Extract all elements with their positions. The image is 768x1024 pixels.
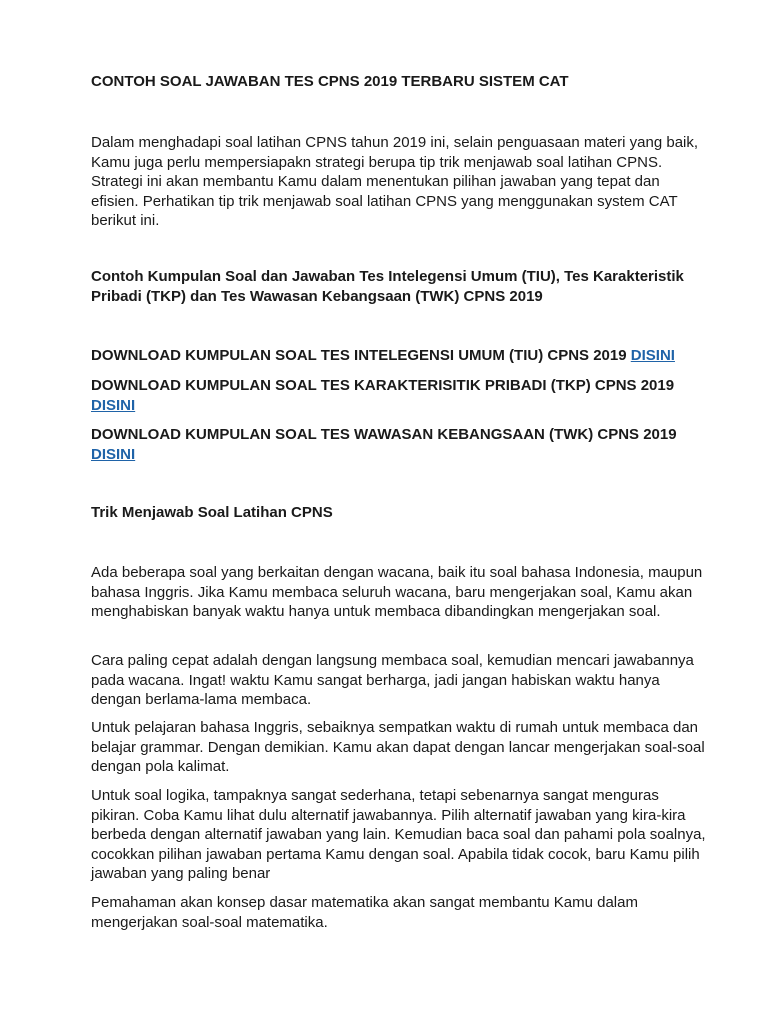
document-title: CONTOH SOAL JAWABAN TES CPNS 2019 TERBARU SISTEM CAT (91, 73, 569, 90)
paragraph-matematika: Pemahaman akan konsep dasar matematika akan sangat membantu Kamu dalam mengerjakan soal-soal matematika. (91, 894, 638, 931)
download-tkp-line (91, 376, 711, 415)
download-twk-text: DOWNLOAD KUMPULAN SOAL TES WAWASAN KEBANGSAAN (TWK) CPNS 2019 (91, 426, 677, 443)
paragraph-bahasa-inggris: Untuk pelajaran bahasa Inggris, sebaiknya sempatkan waktu di rumah untuk membaca dan belajar grammar. Dengan demikian. Kamu akan dapat dengan lancar mengerjakan soal-soal dengan pola kalimat. (91, 719, 705, 775)
paragraph-logika: Untuk soal logika, tampaknya sangat sederhana, tetapi sebenarnya sangat menguras pikiran. Coba Kamu lihat dulu alternatif jawabannya. Pilih alternatif jawaban yang kira-kira berbeda dengan alternatif jawaban yang lain. Kemudian baca soal dan pahami pola soalnya, cocokkan pilihan jawaban pertama Kamu dengan soal. Apabila tidak cocok, baru Kamu pilih jawaban yang paling benar (91, 787, 706, 882)
intro-paragraph: Dalam menghadapi soal latihan CPNS tahun 2019 ini, selain penguasaan materi yang baik, Kamu juga perlu mempersiapakn strategi berupa tip trik menjawab soal latihan CPNS. Strategi ini akan membantu Kamu dalam menentukan pilihan jawaban yang tepat dan efisien. Perhatikan tip trik menjawab soal latihan CPNS yang menggunakan system CAT berikut ini. (91, 134, 699, 229)
download-tiu-line (91, 346, 711, 366)
download-tiu-link[interactable]: DISINI (630, 347, 675, 364)
download-tkp-link[interactable]: DISINI (91, 396, 136, 414)
paragraph-wacana: Ada beberapa soal yang berkaitan dengan wacana, baik itu soal bahasa Indonesia, maupun bahasa Inggris. Jika Kamu membaca seluruh wacana, baru mengerjakan soal, Kamu akan menghabiskan banyak waktu hanya untuk membaca dibandingkan mengerjakan soal. (91, 564, 703, 620)
download-twk-line (91, 425, 711, 464)
download-tiu-text: DOWNLOAD KUMPULAN SOAL TES INTELEGENSI UMUM (TIU) CPNS 2019 (91, 347, 627, 364)
tricks-heading: Trik Menjawab Soal Latihan CPNS (91, 504, 333, 521)
download-twk-link[interactable]: DISINI (91, 445, 136, 463)
paragraph-cara-cepat: Cara paling cepat adalah dengan langsung membaca soal, kemudian mencari jawabannya pada wacana. Ingat! waktu Kamu sangat berharga, jadi jangan habiskan waktu hanya dengan berlama-lama membaca. (91, 652, 694, 708)
collection-heading: Contoh Kumpulan Soal dan Jawaban Tes Intelegensi Umum (TIU), Tes Karakteristik Pribadi (TKP) dan Tes Wawasan Kebangsaan (TWK) CPNS 2019 (91, 268, 684, 305)
download-tkp-text: DOWNLOAD KUMPULAN SOAL TES KARAKTERISITIK PRIBADI (TKP) CPNS 2019 (91, 377, 675, 394)
